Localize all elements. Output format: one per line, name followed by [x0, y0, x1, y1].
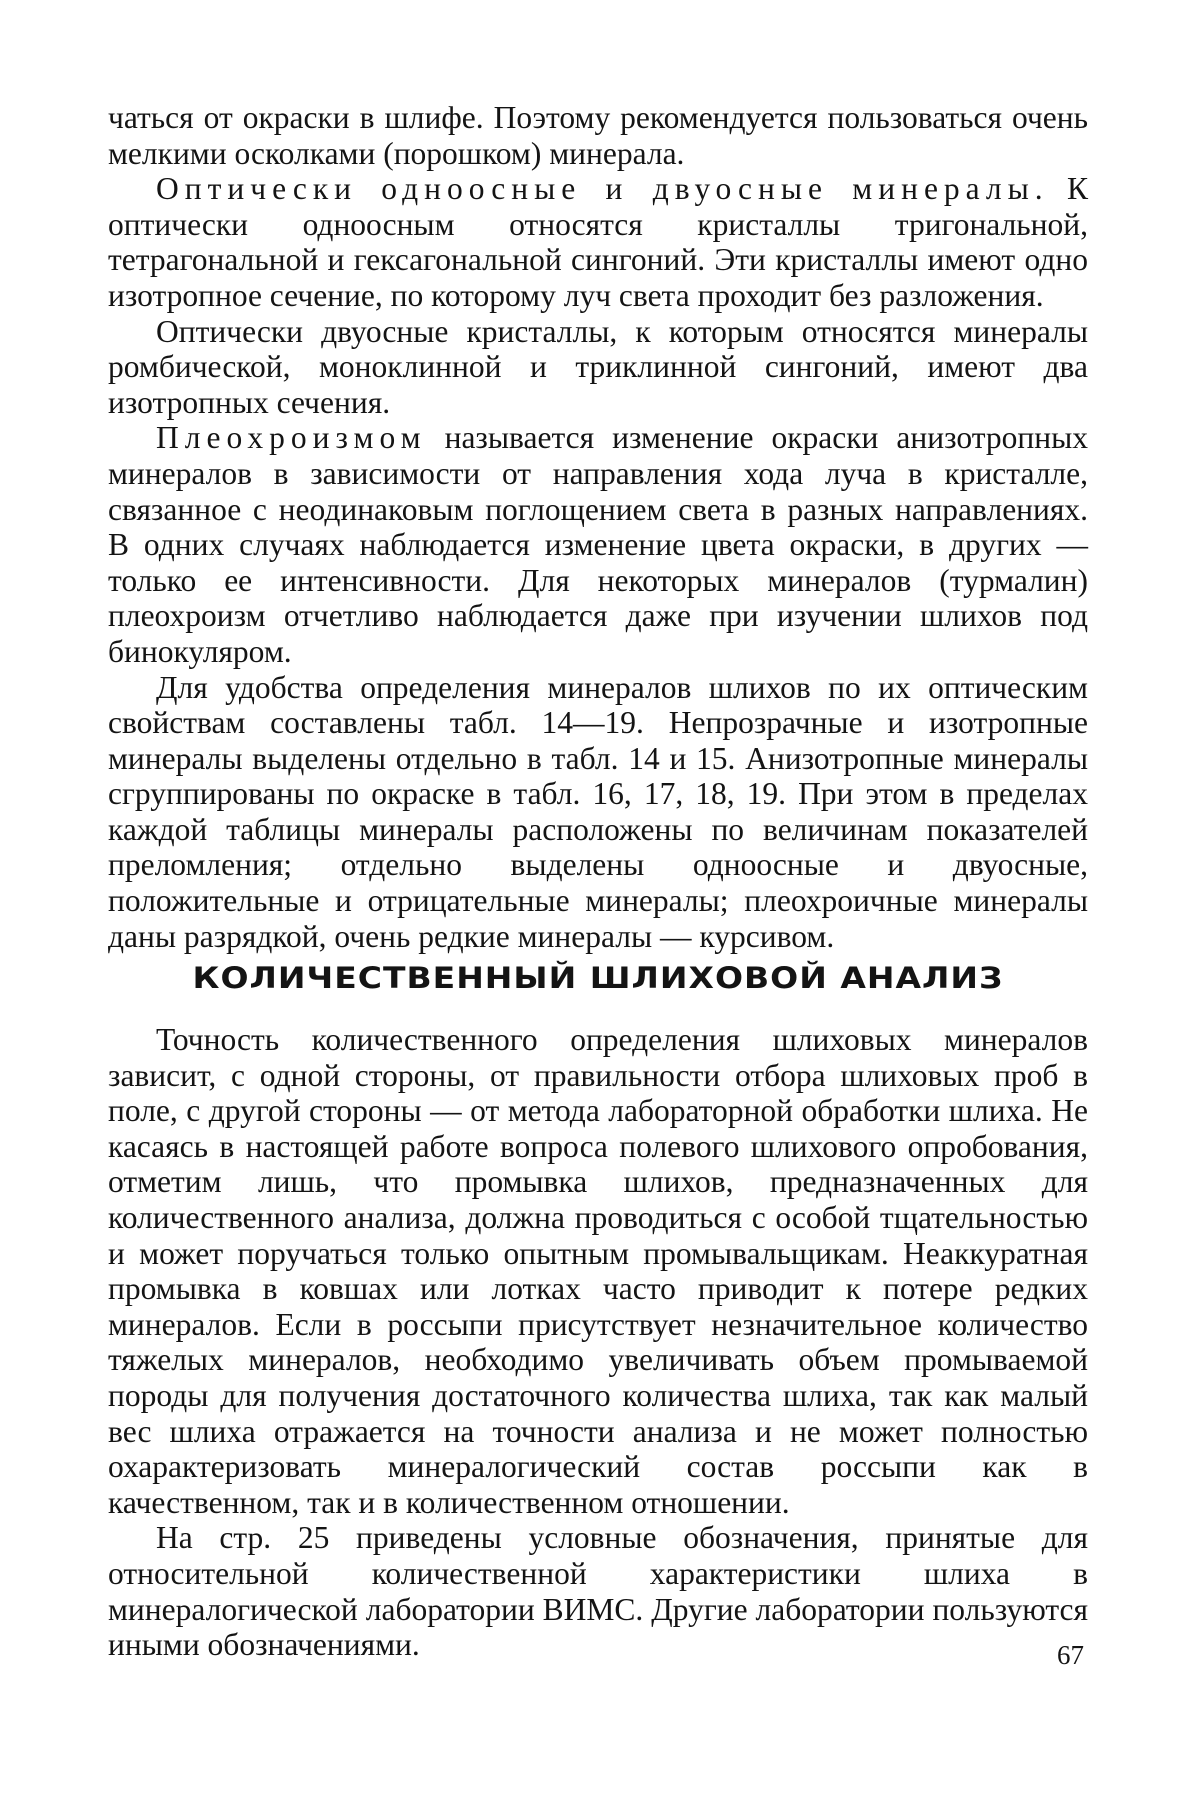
- paragraph-text: К оптически одноосным относятся кристаллы тригональной, тетрагональной и гексагональной сингоний. Эти кристаллы имеют одно изотропное сечение, по которому луч света проходит без разложения.: [108, 171, 1088, 313]
- term-spaced: Оптически одноосные и двуосные минералы.: [156, 171, 1049, 206]
- page-number: 67: [1057, 1640, 1084, 1671]
- term-spaced: Плеохроизмом: [156, 420, 427, 455]
- paragraph: Точность количественного определения шлиховых минералов зависит, с одной стороны, от правильности отбора шлиховых проб в поле, с другой стороны — от метода лабораторной обработки шлиха. Не касаясь в настоящей работе вопроса полевого шлихового опробования, отметим лишь, что промывка шлихов, предназначенных для количественного анализа, должна проводиться с особой тщательностью и может поручаться только опытным промывальщикам. Неаккуратная промывка в ковшах или лотках часто приводит к потере редких минералов. Если в россыпи присутствует незначительное количество тяжелых минералов, необходимо увеличивать объем промываемой породы для получения достаточного количества шлиха, так как малый вес шлиха отражается на точности анализа и не может полностью охарактеризовать минералогический состав россыпи как в качественном, так и в количественном отношении.: [108, 1022, 1088, 1520]
- paragraph: [108, 171, 1088, 313]
- paragraph: [108, 420, 1088, 669]
- paragraph: чаться от окраски в шлифе. Поэтому рекомендуется пользоваться очень мелкими осколками (порошком) минерала.: [108, 100, 1088, 171]
- paragraph-text: называется изменение окраски анизотропных минералов в зависимости от направления хода луча в кристалле, связанное с неодинаковым поглощением света в разных направлениях. В одних случаях наблюдается изменение цвета окраски, в других — только ее интенсивности. Для некоторых минералов (турмалин) плеохроизм отчетливо наблюдается даже при изучении шлихов под бинокуляром.: [108, 420, 1088, 669]
- paragraph: Оптически двуосные кристаллы, к которым относятся минералы ромбической, моноклинной и триклинной сингоний, имеют два изотропных сечения.: [108, 314, 1088, 421]
- section-quantitative: [108, 1022, 1088, 1663]
- section-optics: [108, 100, 1088, 954]
- book-page: [0, 0, 1200, 1801]
- paragraph: Для удобства определения минералов шлихов по их оптическим свойствам составлены табл. 14—19. Непрозрачные и изотропные минералы выделены отдельно в табл. 14 и 15. Анизотропные минералы сгруппированы по окраске в табл. 16, 17, 18, 19. При этом в пределах каждой таблицы минералы расположены по величинам показателей преломления; отдельно выделены одноосные и двуосные, положительные и отрицательные минералы; плеохроичные минералы даны разрядкой, очень редкие минералы — курсивом.: [108, 670, 1088, 955]
- paragraph: На стр. 25 приведены условные обозначения, принятые для относительной количественной характеристики шлиха в минералогической лаборатории ВИМС. Другие лаборатории пользуются иными обозначениями.: [108, 1520, 1088, 1662]
- section-heading: КОЛИЧЕСТВЕННЫЙ ШЛИХОВОЙ АНАЛИЗ: [108, 960, 1088, 995]
